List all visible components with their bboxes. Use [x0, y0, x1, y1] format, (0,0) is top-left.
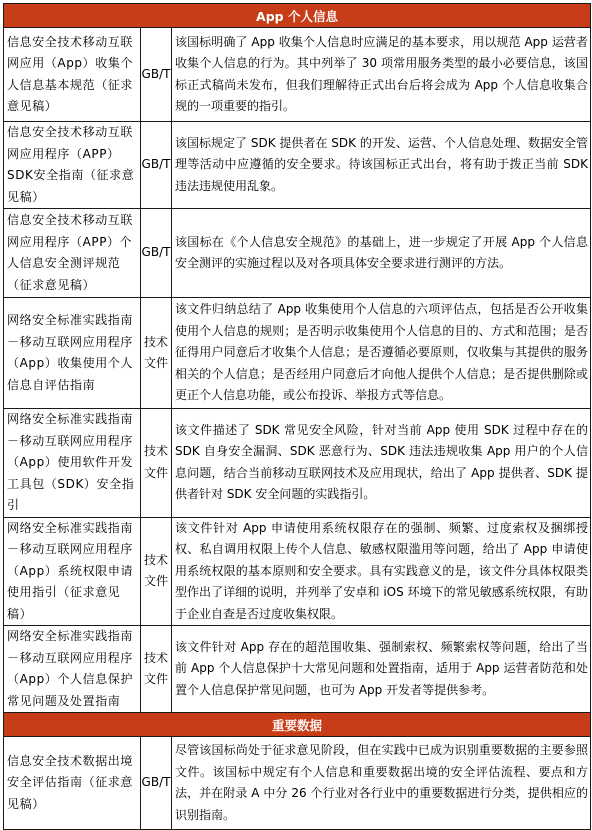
document-description: 该国标在《个人信息安全规范》的基础上，进一步规定了开展 App 个人信息安全测评的实施过程以及对各项具体安全要求进行测评的方法。: [172, 209, 591, 298]
table-row: [4, 28, 591, 122]
section-header-row: [4, 4, 591, 28]
document-name: 信息安全技术移动互联网应用（App）收集个人信息基本规范（征求意见稿）: [4, 28, 141, 122]
document-name: 网络安全标准实践指南－移动互联网应用程序（App）收集使用个人信息自评估指南: [4, 298, 141, 409]
table-row: [4, 209, 591, 298]
section-header-important-data: 重要数据: [4, 713, 591, 737]
document-description: 该国标明确了 App 收集个人信息时应满足的基本要求，用以规范 App 运营者收集个人信息的行为。其中列举了 30 项常用服务类型的最小必要信息，该国标正式稿尚未发布，但我们理解待正式出台后将会成为 App 个人信息收集合规的一项重要的指引。: [172, 28, 591, 122]
document-name: 信息安全技术移动互联网应用程序（APP）个人信息安全测评规范（征求意见稿）: [4, 209, 141, 298]
table-row: [4, 122, 591, 209]
document-type: GB/T: [141, 28, 172, 122]
regulation-table: [3, 3, 591, 830]
document-type: GB/T: [141, 122, 172, 209]
document-name: 网络安全标准实践指南－移动互联网应用程序（App）系统权限申请使用指引（征求意见稿）: [4, 517, 141, 626]
document-type: 技术文件: [141, 298, 172, 409]
document-name: 信息安全技术移动互联网应用程序（APP）SDK安全指南（征求意见稿）: [4, 122, 141, 209]
document-description: 尽管该国标尚处于征求意见阶段，但在实践中已成为识别重要数据的主要参照文件。该国标中规定有个人信息和重要数据出境的安全评估流程、要点和方法，并在附录 A 中分 26 个行业对各行业中的重要数据进行分类，提供相应的识别指南。: [172, 737, 591, 830]
table-row: [4, 626, 591, 713]
document-name: 网络安全标准实践指南－移动互联网应用程序（App）使用软件开发工具包（SDK）安全指引: [4, 409, 141, 518]
document-type: GB/T: [141, 209, 172, 298]
section-header-app-personal-info: App 个人信息: [4, 4, 591, 28]
document-type: GB/T: [141, 737, 172, 830]
table-row: [4, 737, 591, 830]
document-description: 该文件针对 App 申请使用系统权限存在的强制、频繁、过度索权及捆绑授权、私自调用权限上传个人信息、敏感权限滥用等问题，给出了 App 申请使用系统权限的基本原则和安全要求。具有实践意义的是，该文件分具体权限类型作出了详细的说明，并列举了安卓和 iOS 环境下的常见敏感系统权限，有助于企业自查是否过度收集权限。: [172, 517, 591, 626]
document-type: 技术文件: [141, 409, 172, 518]
table-row: [4, 298, 591, 409]
document-name: 网络安全标准实践指南－移动互联网应用程序（App）个人信息保护常见问题及处置指南: [4, 626, 141, 713]
document-description: 该国标规定了 SDK 提供者在 SDK 的开发、运营、个人信息处理、数据安全管理等活动中应遵循的安全要求。待该国标正式出台，将有助于拨正当前 SDK 违法违规使用乱象。: [172, 122, 591, 209]
table-row: [4, 517, 591, 626]
section-header-row: [4, 713, 591, 737]
table-row: [4, 409, 591, 518]
document-type: 技术文件: [141, 517, 172, 626]
document-type: 技术文件: [141, 626, 172, 713]
document-description: 该文件归纳总结了 App 收集使用个人信息的六项评估点，包括是否公开收集使用个人信息的规则；是否明示收集使用个人信息的目的、方式和范围；是否征得用户同意后才收集个人信息；是否遵循必要原则，仅收集与其提供的服务相关的个人信息；是否经用户同意后才向他人提供个人信息；是否提供删除或更正个人信息功能，或公布投诉、举报方式等信息。: [172, 298, 591, 409]
document-name: 信息安全技术数据出境安全评估指南（征求意见稿）: [4, 737, 141, 830]
document-description: 该文件描述了 SDK 常见安全风险，针对当前 App 使用 SDK 过程中存在的 SDK 自身安全漏洞、SDK 恶意行为、SDK 违法违规收集 App 用户的个人信息问题，结合当前移动互联网技术及应用现状，给出了 App 提供者、SDK 提供者针对 SDK 安全问题的实践指引。: [172, 409, 591, 518]
document-description: 该文件针对 App 存在的超范围收集、强制索权、频繁索权等问题，给出了当前 App 个人信息保护十大常见问题和处置指南，适用于 App 运营者防范和处置个人信息保护常见问题，也可为 App 开发者等提供参考。: [172, 626, 591, 713]
